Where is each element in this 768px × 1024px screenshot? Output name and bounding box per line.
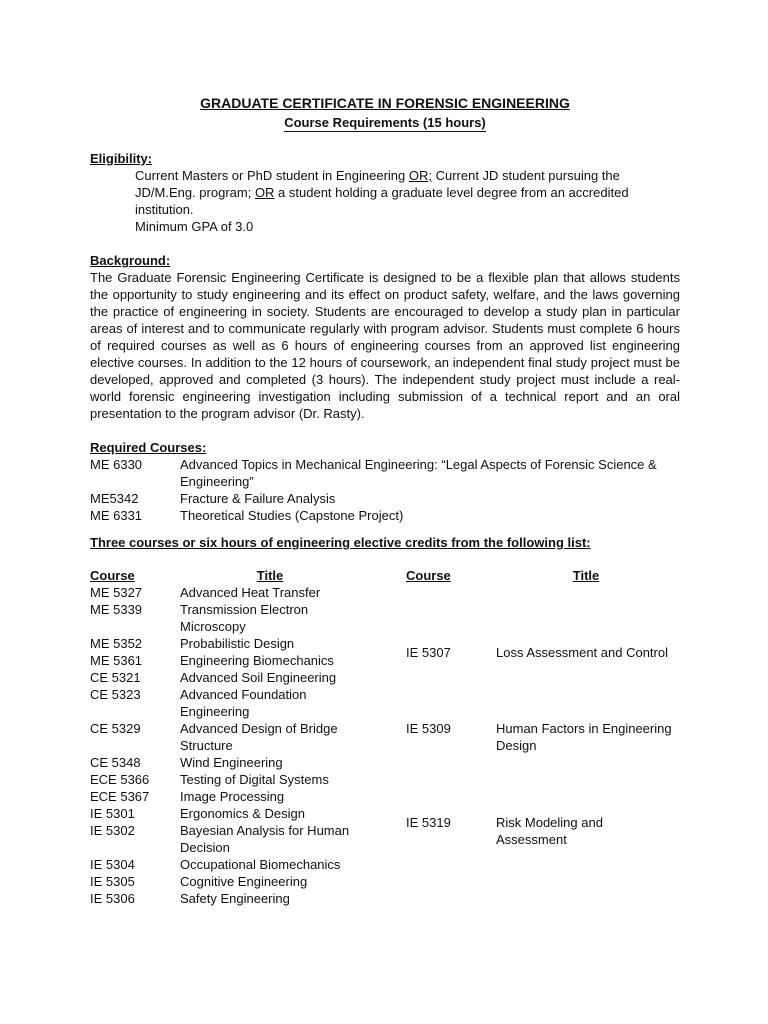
elective-course-title: Wind Engineering [180, 755, 283, 770]
elective-course-title: Occupational Biomechanics [180, 857, 341, 872]
elective-course-code: ECE 5367 [90, 789, 150, 804]
elective-course-code: CE 5321 [90, 670, 141, 685]
elective-course-title: Risk Modeling and Assessment [496, 814, 603, 847]
elective-course-code: CE 5329 [90, 721, 141, 736]
electives-right-column [406, 567, 676, 907]
title-column-header: Title [572, 568, 600, 583]
title-column-header: Title [256, 568, 284, 583]
table-row [90, 507, 680, 524]
page-title: GRADUATE CERTIFICATE IN FORENSIC ENGINEERING [200, 95, 570, 111]
elective-course-title: Loss Assessment and Control [496, 644, 668, 660]
elective-course-title: Bayesian Analysis for Human Decision [180, 823, 350, 855]
course-title: Theoretical Studies (Capstone Project) [180, 508, 404, 523]
required-courses-table [90, 456, 680, 524]
course-title: Fracture & Failure Analysis [180, 491, 336, 506]
elective-course-code: CE 5323 [90, 687, 141, 702]
course-code: ME5342 [90, 491, 139, 506]
eligibility-text: Current Masters or PhD student in Engineering OR; Current JD student pursuing the JD/M.Eng. program; OR a student holding a graduate level degree from an accredited institution. [135, 168, 629, 217]
background-heading: Background: [90, 253, 171, 268]
course-code: ME 6331 [90, 508, 143, 523]
elective-course-code: ME 5339 [90, 602, 143, 617]
elective-course-code: IE 5305 [90, 874, 135, 889]
elective-course-code: ECE 5366 [90, 772, 150, 787]
elective-course-code: ME 5361 [90, 653, 143, 668]
eligibility-gpa: Minimum GPA of 3.0 [135, 219, 254, 234]
elective-course-code: IE 5301 [90, 806, 135, 821]
required-courses-heading: Required Courses: [90, 440, 207, 455]
electives-heading: Three courses or six hours of engineering elective credits from the following list: [90, 535, 591, 550]
elective-course-title: Advanced Design of Bridge Structure [180, 721, 338, 753]
elective-course-title: Engineering Biomechanics [180, 653, 334, 668]
electives-left-column [90, 567, 406, 907]
elective-course-code: IE 5309 [406, 721, 451, 736]
table-row [90, 456, 680, 490]
document-page [90, 95, 680, 907]
course-column-header: Course [406, 568, 451, 583]
elective-course-title: Image Processing [180, 789, 285, 804]
elective-course-title: Advanced Foundation Engineering [180, 687, 307, 719]
background-text: The Graduate Forensic Engineering Certificate is designed to be a flexible plan that allows students the opportunity to study engineering and its effect on product safety, welfare, and the laws governing the practice of engineering in society. Students are encouraged to develop a study plan in particular areas of interest and to communicate regularly with program advisor. Students must complete 6 hours of required courses as well as 6 hours of engineering courses from an approved list engineering elective courses. In addition to the 12 hours of coursework, an independent final study project must be developed, approved and completed (3 hours). The independent study project must include a real-world forensic engineering investigation including submission of a technical report and an oral presentation to the program advisor (Dr. Rasty). [90, 270, 680, 421]
elective-course-title: Transmission Electron Microscopy [180, 602, 309, 634]
elective-course-title: Cognitive Engineering [180, 874, 308, 889]
elective-course-title: Testing of Digital Systems [180, 772, 329, 787]
elective-course-title: Probabilistic Design [180, 636, 295, 651]
electives-columns [90, 567, 680, 907]
elective-course-title: Advanced Soil Engineering [180, 670, 337, 685]
elective-course-code: IE 5306 [90, 891, 135, 906]
elective-course-title: Advanced Heat Transfer [180, 585, 321, 600]
course-column-header: Course [90, 568, 135, 583]
table-row [90, 490, 680, 507]
eligibility-section [135, 167, 680, 235]
elective-course-title: Human Factors in Engineering Design [496, 721, 672, 753]
elective-course-code: IE 5319 [406, 814, 451, 830]
elective-course-code: IE 5307 [406, 644, 451, 660]
elective-course-code: ME 5352 [90, 636, 143, 651]
eligibility-heading: Eligibility: [90, 151, 153, 166]
elective-course-code: ME 5327 [90, 585, 143, 600]
elective-course-code: CE 5348 [90, 755, 141, 770]
elective-course-code: IE 5304 [90, 857, 135, 872]
course-title: Advanced Topics in Mechanical Engineering: “Legal Aspects of Forensic Science & Engineering” [180, 457, 657, 489]
elective-course-code: IE 5302 [90, 823, 135, 838]
page-subtitle: Course Requirements (15 hours) [284, 115, 486, 130]
course-code: ME 6330 [90, 457, 143, 472]
elective-course-title: Safety Engineering [180, 891, 290, 906]
elective-course-title: Ergonomics & Design [180, 806, 305, 821]
